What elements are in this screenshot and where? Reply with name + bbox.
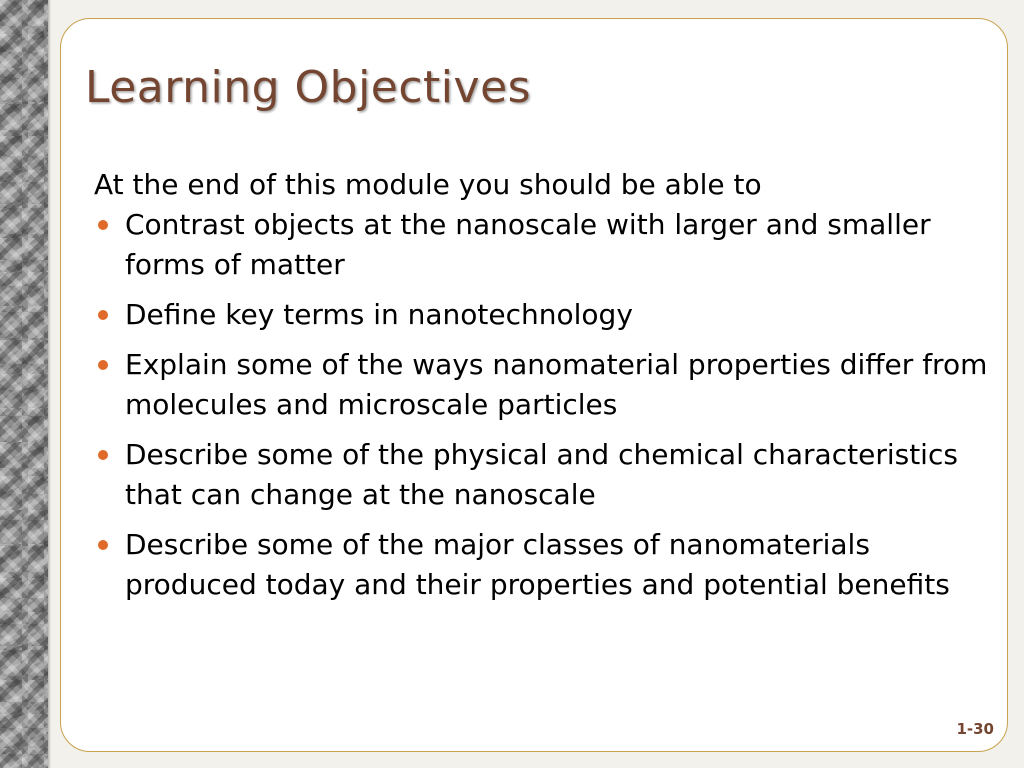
list-item [94,205,999,285]
list-item-text: Describe some of the physical and chemical characteristics that can change at the nanoscale [125,438,958,511]
intro-text: At the end of this module you should be able to [94,168,762,201]
bullet-dot-icon [98,450,108,460]
slide-title: Learning Objectives [85,62,532,113]
bullet-dot-icon [98,360,108,370]
decorative-texture-strip [0,0,48,768]
list-item [94,525,999,605]
list-item [94,295,999,335]
bullet-dot-icon [98,540,108,550]
list-item-text: Describe some of the major classes of nanomaterials produced today and their properties and potential benefits [125,528,950,601]
list-item-text: Define key terms in nanotechnology [125,298,633,331]
bullet-dot-icon [98,220,108,230]
bullet-dot-icon [98,310,108,320]
list-item [94,435,999,515]
slide-body [94,165,999,605]
slide-number: 1-30 [956,720,994,738]
texture-shadow-edge [48,0,51,768]
list-item-text: Explain some of the ways nanomaterial properties differ from molecules and microscale particles [125,348,988,421]
list-item-text: Contrast objects at the nanoscale with larger and smaller forms of matter [125,208,931,281]
list-item [94,345,999,425]
objectives-list [94,205,999,605]
